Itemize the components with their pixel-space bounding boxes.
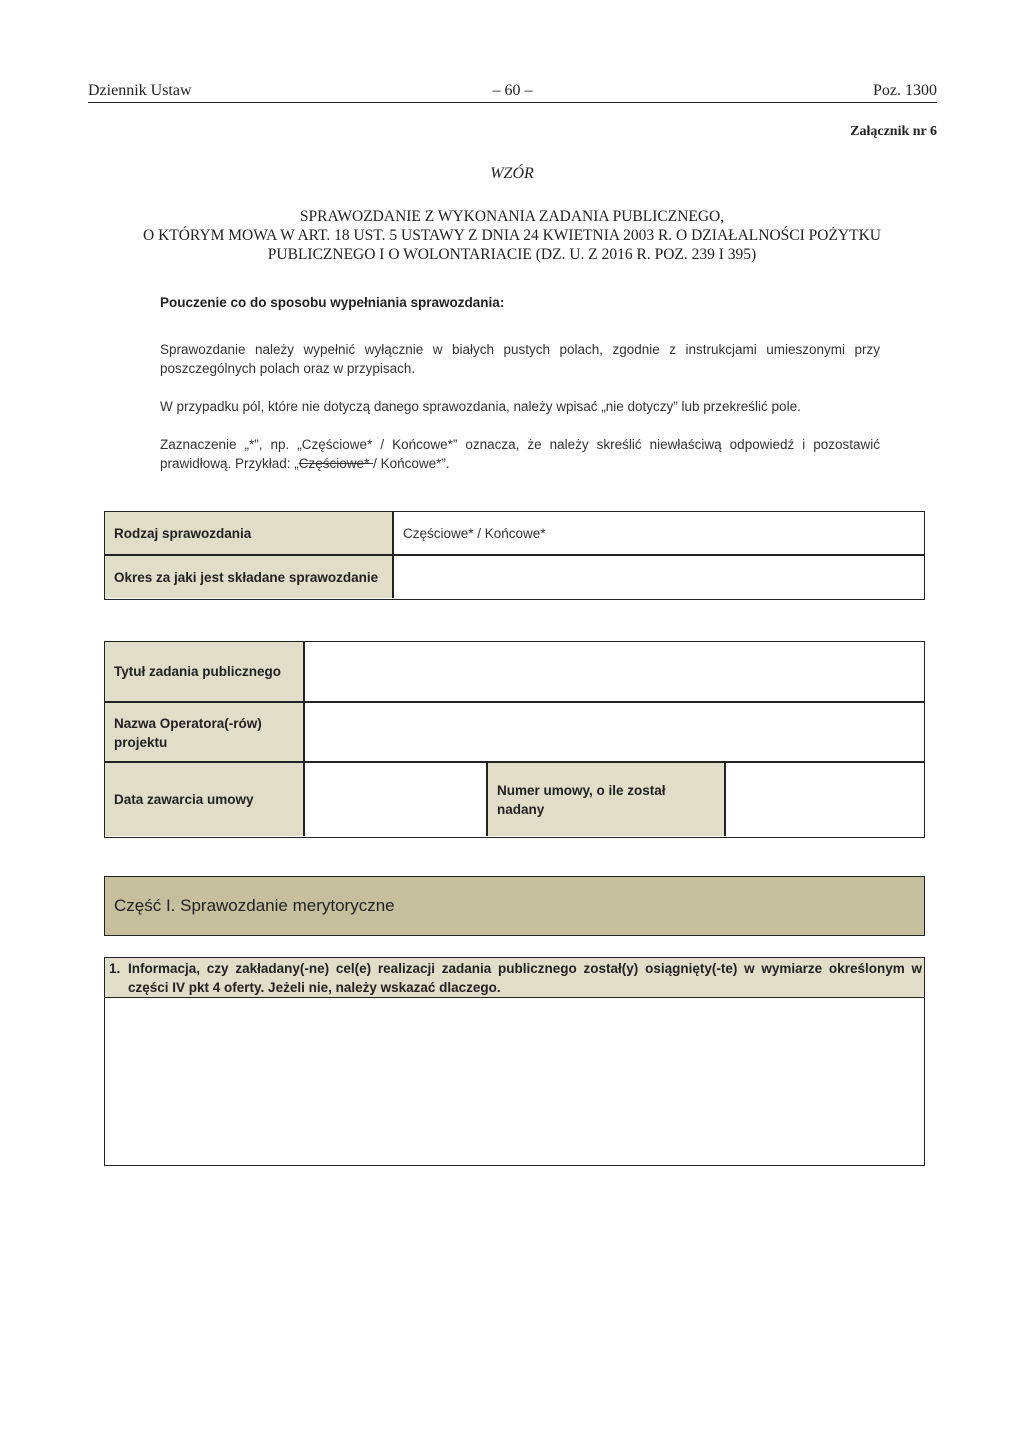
- report-period-field[interactable]: [394, 556, 924, 598]
- report-period-label: Okres za jaki jest składane sprawozdanie: [105, 556, 393, 598]
- report-type-label: Rodzaj sprawozdania: [105, 512, 393, 555]
- operator-label-bg: [290, 703, 304, 762]
- operator-label: Nazwa Operatora(-rów) projektu: [105, 703, 290, 762]
- task-title-label: Tytuł zadania publicznego: [105, 642, 304, 701]
- page-number: – 60 –: [492, 82, 533, 99]
- divider: [303, 642, 305, 836]
- instructions-p3-end: / Końcowe*”.: [373, 456, 450, 471]
- divider: [105, 701, 924, 703]
- instructions-paragraph-1: Sprawozdanie należy wypełnić wyłącznie w białych pustych polach, zgodnie z instrukcjami umieszonymi przy poszczególnych polach oraz w przypisach.: [160, 342, 880, 376]
- journal-name: Dziennik Ustaw: [88, 82, 192, 99]
- divider: [486, 761, 488, 836]
- instructions-heading: Pouczenie co do sposobu wypełniania sprawozdania:: [160, 295, 505, 310]
- question-number: 1.: [109, 961, 121, 976]
- question-1-block: [104, 957, 925, 1166]
- question-1-answer-field[interactable]: [105, 998, 924, 1165]
- contract-date-field[interactable]: [305, 763, 486, 836]
- title-line-1: SPRAWOZDANIE Z WYKONANIA ZADANIA PUBLICZNEGO,: [299, 208, 725, 225]
- page-header: [88, 82, 937, 103]
- divider: [105, 554, 924, 556]
- report-type-table: [104, 511, 925, 600]
- document-title: [70, 207, 954, 264]
- annex-label: Załącznik nr 6: [850, 124, 937, 139]
- contract-date-label: Data zawarcia umowy: [105, 763, 304, 836]
- instructions-paragraph-3: [160, 435, 880, 473]
- contract-number-label: Numer umowy, o ile został nadany: [488, 763, 724, 836]
- instructions-paragraph-2: W przypadku pól, które nie dotyczą danego sprawozdania, należy wpisać „nie dotyczy” lub przekreślić pole.: [160, 399, 801, 414]
- item-number: Poz. 1300: [873, 82, 937, 99]
- section-heading: Część I. Sprawozdanie merytoryczne: [104, 876, 925, 936]
- task-info-table: [104, 641, 925, 838]
- report-type-field[interactable]: Częściowe* / Końcowe*: [394, 512, 924, 555]
- instructions-p3-text: Zaznaczenie „*”, np. „Częściowe* / Końcowe*” oznacza, że należy skreślić niewłaściwą odpowiedź i pozostawić prawidłową. Przykład: „: [160, 437, 880, 471]
- question-1-text: Informacja, czy zakładany(-ne) cel(e) realizacji zadania publicznego został(y) osiągnięty(-te) w wymiarze określonym w części IV pkt 4 oferty. Jeżeli nie, należy wskazać dlaczego.: [128, 961, 922, 995]
- task-title-field[interactable]: [305, 642, 924, 701]
- title-line-3: PUBLICZNEGO I O WOLONTARIACIE (DZ. U. Z 2016 R. POZ. 239 I 395): [267, 246, 757, 263]
- divider: [105, 761, 924, 763]
- divider: [724, 761, 726, 836]
- struck-example: Częściowe*: [298, 456, 374, 471]
- contract-number-field[interactable]: [726, 763, 924, 836]
- question-1-header: [105, 958, 924, 998]
- operator-field[interactable]: [305, 703, 924, 762]
- title-line-2: O KTÓRYM MOWA W ART. 18 UST. 5 USTAWY Z DNIA 24 KWIETNIA 2003 R. O DZIAŁALNOŚCI POŻYTKU: [143, 227, 881, 244]
- template-label: WZÓR: [490, 165, 534, 182]
